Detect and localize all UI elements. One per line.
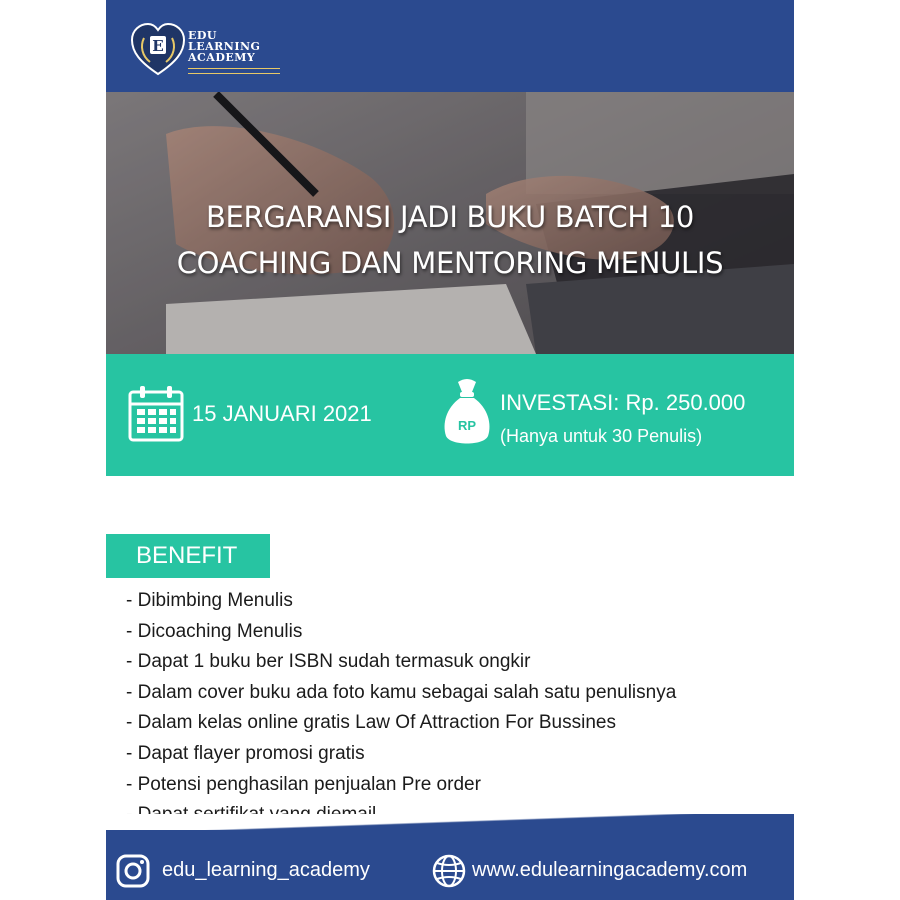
benefit-item: - Dapat 1 buku ber ISBN sudah termasuk ongkir xyxy=(126,651,531,673)
calendar-icon xyxy=(128,384,184,442)
footer-band xyxy=(106,828,794,900)
investment-price: INVESTASI: Rp. 250.000 xyxy=(500,390,746,415)
benefit-item: - Dalam cover buku ada foto kamu sebagai salah satu penulisnya xyxy=(126,681,677,703)
hero-title-line-1: BERGARANSI JADI BUKU BATCH 10 xyxy=(205,200,695,234)
hero-title-line-2: COACHING DAN MENTORING MENULIS xyxy=(176,246,724,280)
logo-line-1: EDU xyxy=(188,29,218,42)
logo-tagline-rule xyxy=(188,68,280,74)
logo-line-2: LEARNING xyxy=(188,40,261,53)
globe-icon xyxy=(432,854,466,888)
website-link[interactable]: www.edulearningacademy.com xyxy=(472,859,748,881)
info-band xyxy=(106,354,794,476)
heart-laurel-icon xyxy=(130,22,186,78)
header-band xyxy=(106,0,794,92)
poster xyxy=(106,0,794,900)
money-bag-label: RP xyxy=(457,418,477,433)
logo-line-3: ACADEMY xyxy=(188,51,256,64)
hero-title xyxy=(106,194,794,286)
benefit-heading: BENEFIT xyxy=(106,534,270,578)
benefit-item: - Dalam kelas online gratis Law Of Attraction For Bussines xyxy=(126,712,616,734)
benefit-list xyxy=(126,586,786,831)
benefit-item: - Dapat flayer promosi gratis xyxy=(126,742,365,764)
benefit-item: - Dibimbing Menulis xyxy=(126,590,293,611)
money-bag-icon xyxy=(440,378,494,448)
benefit-item: - Dicoaching Menulis xyxy=(126,620,303,642)
brand-logo xyxy=(130,22,280,80)
hero-photo xyxy=(106,51,794,354)
investment-note: (Hanya untuk 30 Penulis) xyxy=(500,426,703,446)
benefit-item: - Potensi penghasilan penjualan Pre order xyxy=(126,773,481,795)
event-date: 15 JANUARI 2021 xyxy=(192,401,372,426)
instagram-handle[interactable]: edu_learning_academy xyxy=(162,859,370,881)
logo-letter: E xyxy=(152,37,164,55)
instagram-icon[interactable] xyxy=(116,854,150,888)
logo-wordmark xyxy=(188,30,280,63)
